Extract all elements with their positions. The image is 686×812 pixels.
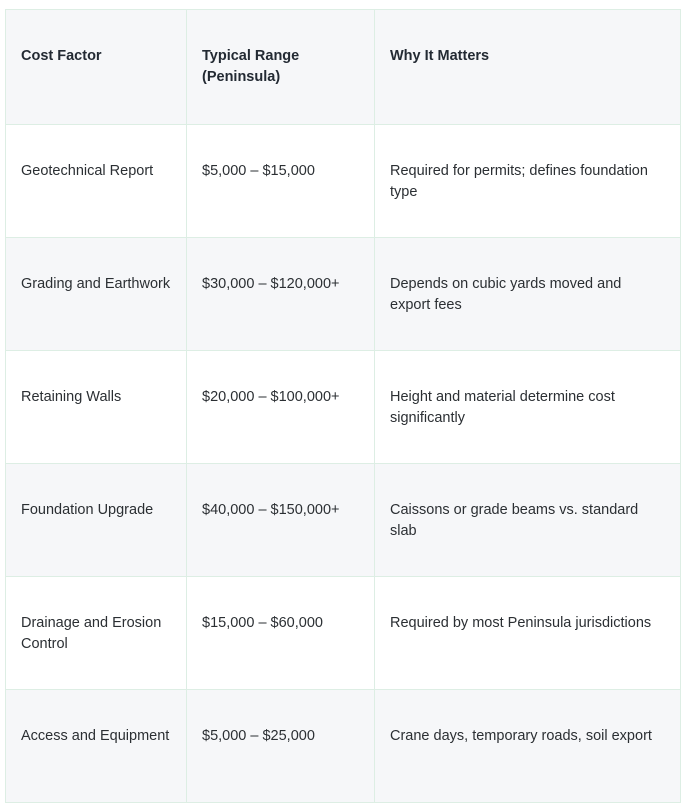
header-cost-factor: Cost Factor: [6, 10, 187, 125]
header-why-it-matters: Why It Matters: [375, 10, 681, 125]
cell-cost-factor: Access and Equipment: [6, 690, 187, 803]
table-row: [6, 577, 681, 690]
cell-why-it-matters: Required by most Peninsula jurisdictions: [375, 577, 681, 690]
header-row: [6, 10, 681, 125]
cell-typical-range: $20,000 – $100,000+: [187, 351, 375, 464]
cell-why-it-matters: Crane days, temporary roads, soil export: [375, 690, 681, 803]
cell-cost-factor: Foundation Upgrade: [6, 464, 187, 577]
cell-why-it-matters: Height and material determine cost significantly: [375, 351, 681, 464]
table-row: [6, 238, 681, 351]
cell-typical-range: $30,000 – $120,000+: [187, 238, 375, 351]
cell-cost-factor: Drainage and Erosion Control: [6, 577, 187, 690]
cost-factors-table: [5, 9, 681, 803]
cell-cost-factor: Grading and Earthwork: [6, 238, 187, 351]
cell-typical-range: $15,000 – $60,000: [187, 577, 375, 690]
cell-why-it-matters: Required for permits; defines foundation type: [375, 125, 681, 238]
cell-cost-factor: Geotechnical Report: [6, 125, 187, 238]
table-header: [6, 10, 681, 125]
table-row: [6, 690, 681, 803]
header-typical-range: Typical Range (Peninsula): [187, 10, 375, 125]
cell-cost-factor: Retaining Walls: [6, 351, 187, 464]
cell-why-it-matters: Depends on cubic yards moved and export fees: [375, 238, 681, 351]
table-body: [6, 125, 681, 803]
table-row: [6, 464, 681, 577]
cell-typical-range: $5,000 – $15,000: [187, 125, 375, 238]
table-row: [6, 125, 681, 238]
cell-typical-range: $40,000 – $150,000+: [187, 464, 375, 577]
cell-why-it-matters: Caissons or grade beams vs. standard slab: [375, 464, 681, 577]
cell-typical-range: $5,000 – $25,000: [187, 690, 375, 803]
table-row: [6, 351, 681, 464]
